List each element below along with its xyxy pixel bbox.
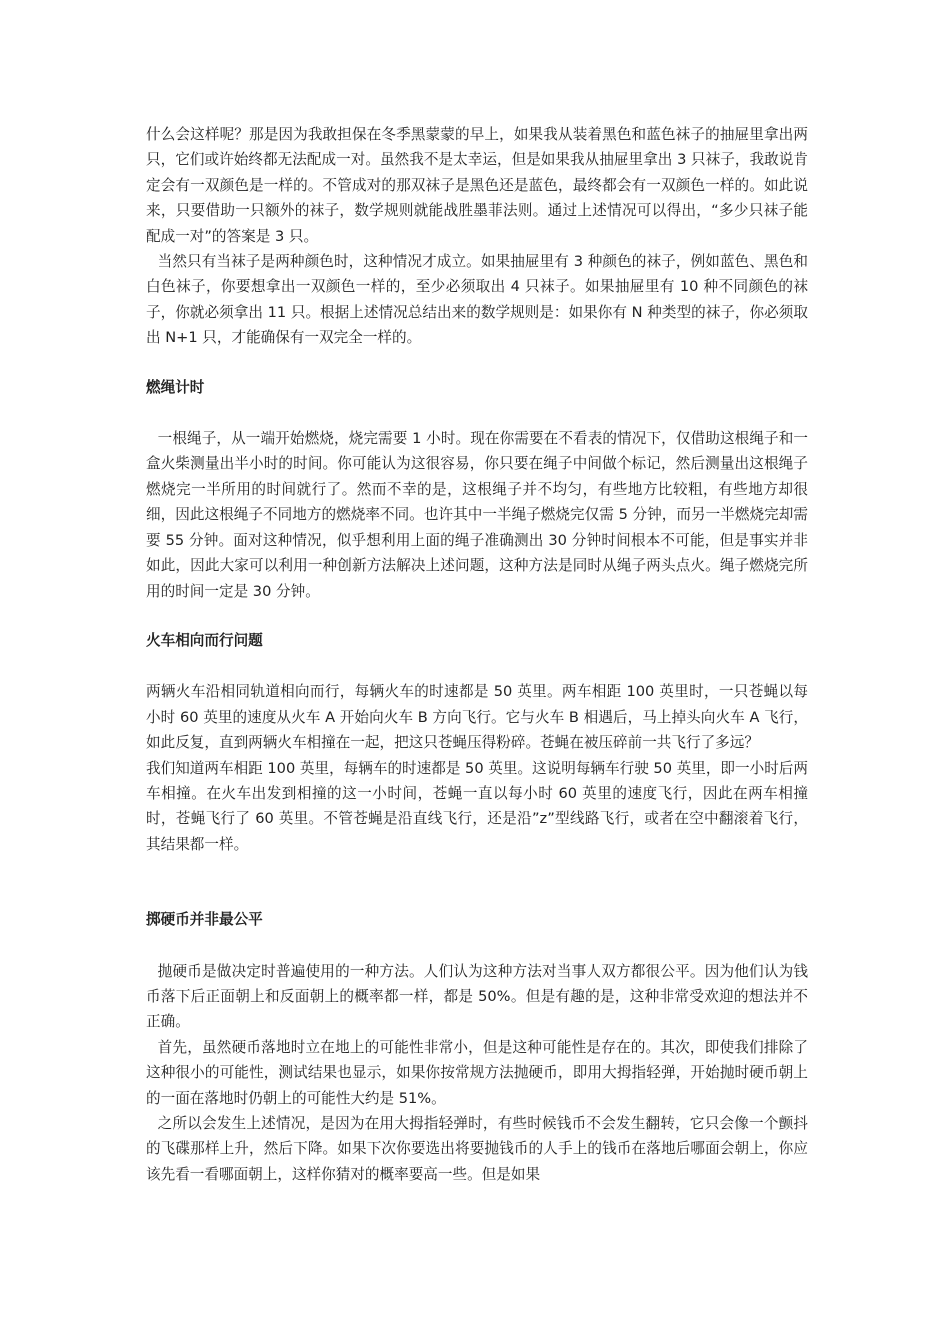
train-paragraph-1: 两辆火车沿相同轨道相向而行，每辆火车的时速都是 50 英里。两车相距 100 英里时，一只苍蝇以每小时 60 英里的速度从火车 A 开始向火车 B 方向飞行。它与火车 B 相遇后，马上掉头向火车 A 飞行，如此反复，直到两辆火车相撞在一起，把这只苍蝇压得粉碎。苍蝇在被压碎前一共飞行了多远？ xyxy=(146,683,808,752)
spacer xyxy=(146,653,808,679)
rope-section-title: 燃绳计时 xyxy=(146,378,205,396)
train-section-title: 火车相向而行问题 xyxy=(146,631,263,649)
spacer xyxy=(146,400,808,426)
coin-paragraph-2: 首先，虽然硬币落地时立在地上的可能性非常小，但是这种可能性是存在的。其次，即使我们排除了这种很小的可能性，测试结果也显示，如果你按常规方法抛硬币，即用大拇指轻弹，开始抛时硬币朝上的一面在落地时仍朝上的可能性大约是 51%。 xyxy=(146,1038,808,1107)
coin-paragraph-1: 抛硬币是做决定时普遍使用的一种方法。人们认为这种方法对当事人双方都很公平。因为他们认为钱币落下后正面朝上和反面朝上的概率都一样，都是 50%。但是有趣的是，这种非常受欢迎的想法并不正确。 xyxy=(146,962,808,1031)
rope-paragraph-1: 一根绳子，从一端开始燃烧，烧完需要 1 小时。现在你需要在不看表的情况下，仅借助这根绳子和一盒火柴测量出半小时的时间。你可能认为这很容易，你只要在绳子中间做个标记，然后测量出这根绳子燃烧完一半所用的时间就行了。然而不幸的是，这根绳子并不均匀，有些地方比较粗，有些地方却很细，因此这根绳子不同地方的燃烧率不同。也许其中一半绳子燃烧完仅需 5 分钟，而另一半燃烧完却需要 55 分钟。面对这种情况，似乎想利用上面的绳子准确测出 30 分钟时间根本不可能，但是事实并非如此，因此大家可以利用一种创新方法解决上述问题，这种方法是同时从绳子两头点火。绳子燃烧完所用的时间一定是 30 分钟。 xyxy=(146,430,808,600)
train-paragraph-2: 我们知道两车相距 100 英里，每辆车的时速都是 50 英里。这说明每辆车行驶 50 英里，即一小时后两车相撞。在火车出发到相撞的这一小时间，苍蝇一直以每小时 60 英里的速度飞行，因此在两车相撞时，苍蝇飞行了 60 英里。不管苍蝇是沿直线飞行，还是沿”z”型线路飞行，或者在空中翻滚着飞行，其结果都一样。 xyxy=(146,759,808,853)
spacer xyxy=(146,351,808,375)
intro-paragraph-1: 什么会这样呢？那是因为我敢担保在冬季黑蒙蒙的早上，如果我从装着黑色和蓝色袜子的抽屉里拿出两只，它们或许始终都无法配成一对。虽然我不是太幸运，但是如果我从抽屉里拿出 3 只袜子，我敢说肯定会有一双颜色是一样的。不管成对的那双袜子是黑色还是蓝色，最终都会有一双颜色一样的。如此说来，只要借助一只额外的袜子，数学规则就能战胜墨菲法则。通过上述情况可以得出，“多少只袜子能配成一对”的答案是 3 只。 xyxy=(146,126,808,245)
spacer xyxy=(146,604,808,628)
spacer xyxy=(146,857,808,907)
coin-section-title: 掷硬币并非最公平 xyxy=(146,911,263,929)
document-page xyxy=(146,122,808,1187)
spacer xyxy=(146,933,808,959)
coin-paragraph-3: 之所以会发生上述情况，是因为在用大拇指轻弹时，有些时候钱币不会发生翻转，它只会像一个颤抖的飞碟那样上升，然后下降。如果下次你要选出将要抛钱币的人手上的钱币在落地后哪面会朝上，你应该先看一看哪面朝上，这样你猜对的概率要高一些。但是如果 xyxy=(146,1115,808,1183)
intro-paragraph-2: 当然只有当袜子是两种颜色时，这种情况才成立。如果抽屉里有 3 种颜色的袜子，例如蓝色、黑色和白色袜子，你要想拿出一双颜色一样的，至少必须取出 4 只袜子。如果抽屉里有 10 种不同颜色的袜子，你就必须拿出 11 只。根据上述情况总结出来的数学规则是：如果你有 N 种类型的袜子，你必须取出 N+1 只，才能确保有一双完全一样的。 xyxy=(146,253,808,347)
